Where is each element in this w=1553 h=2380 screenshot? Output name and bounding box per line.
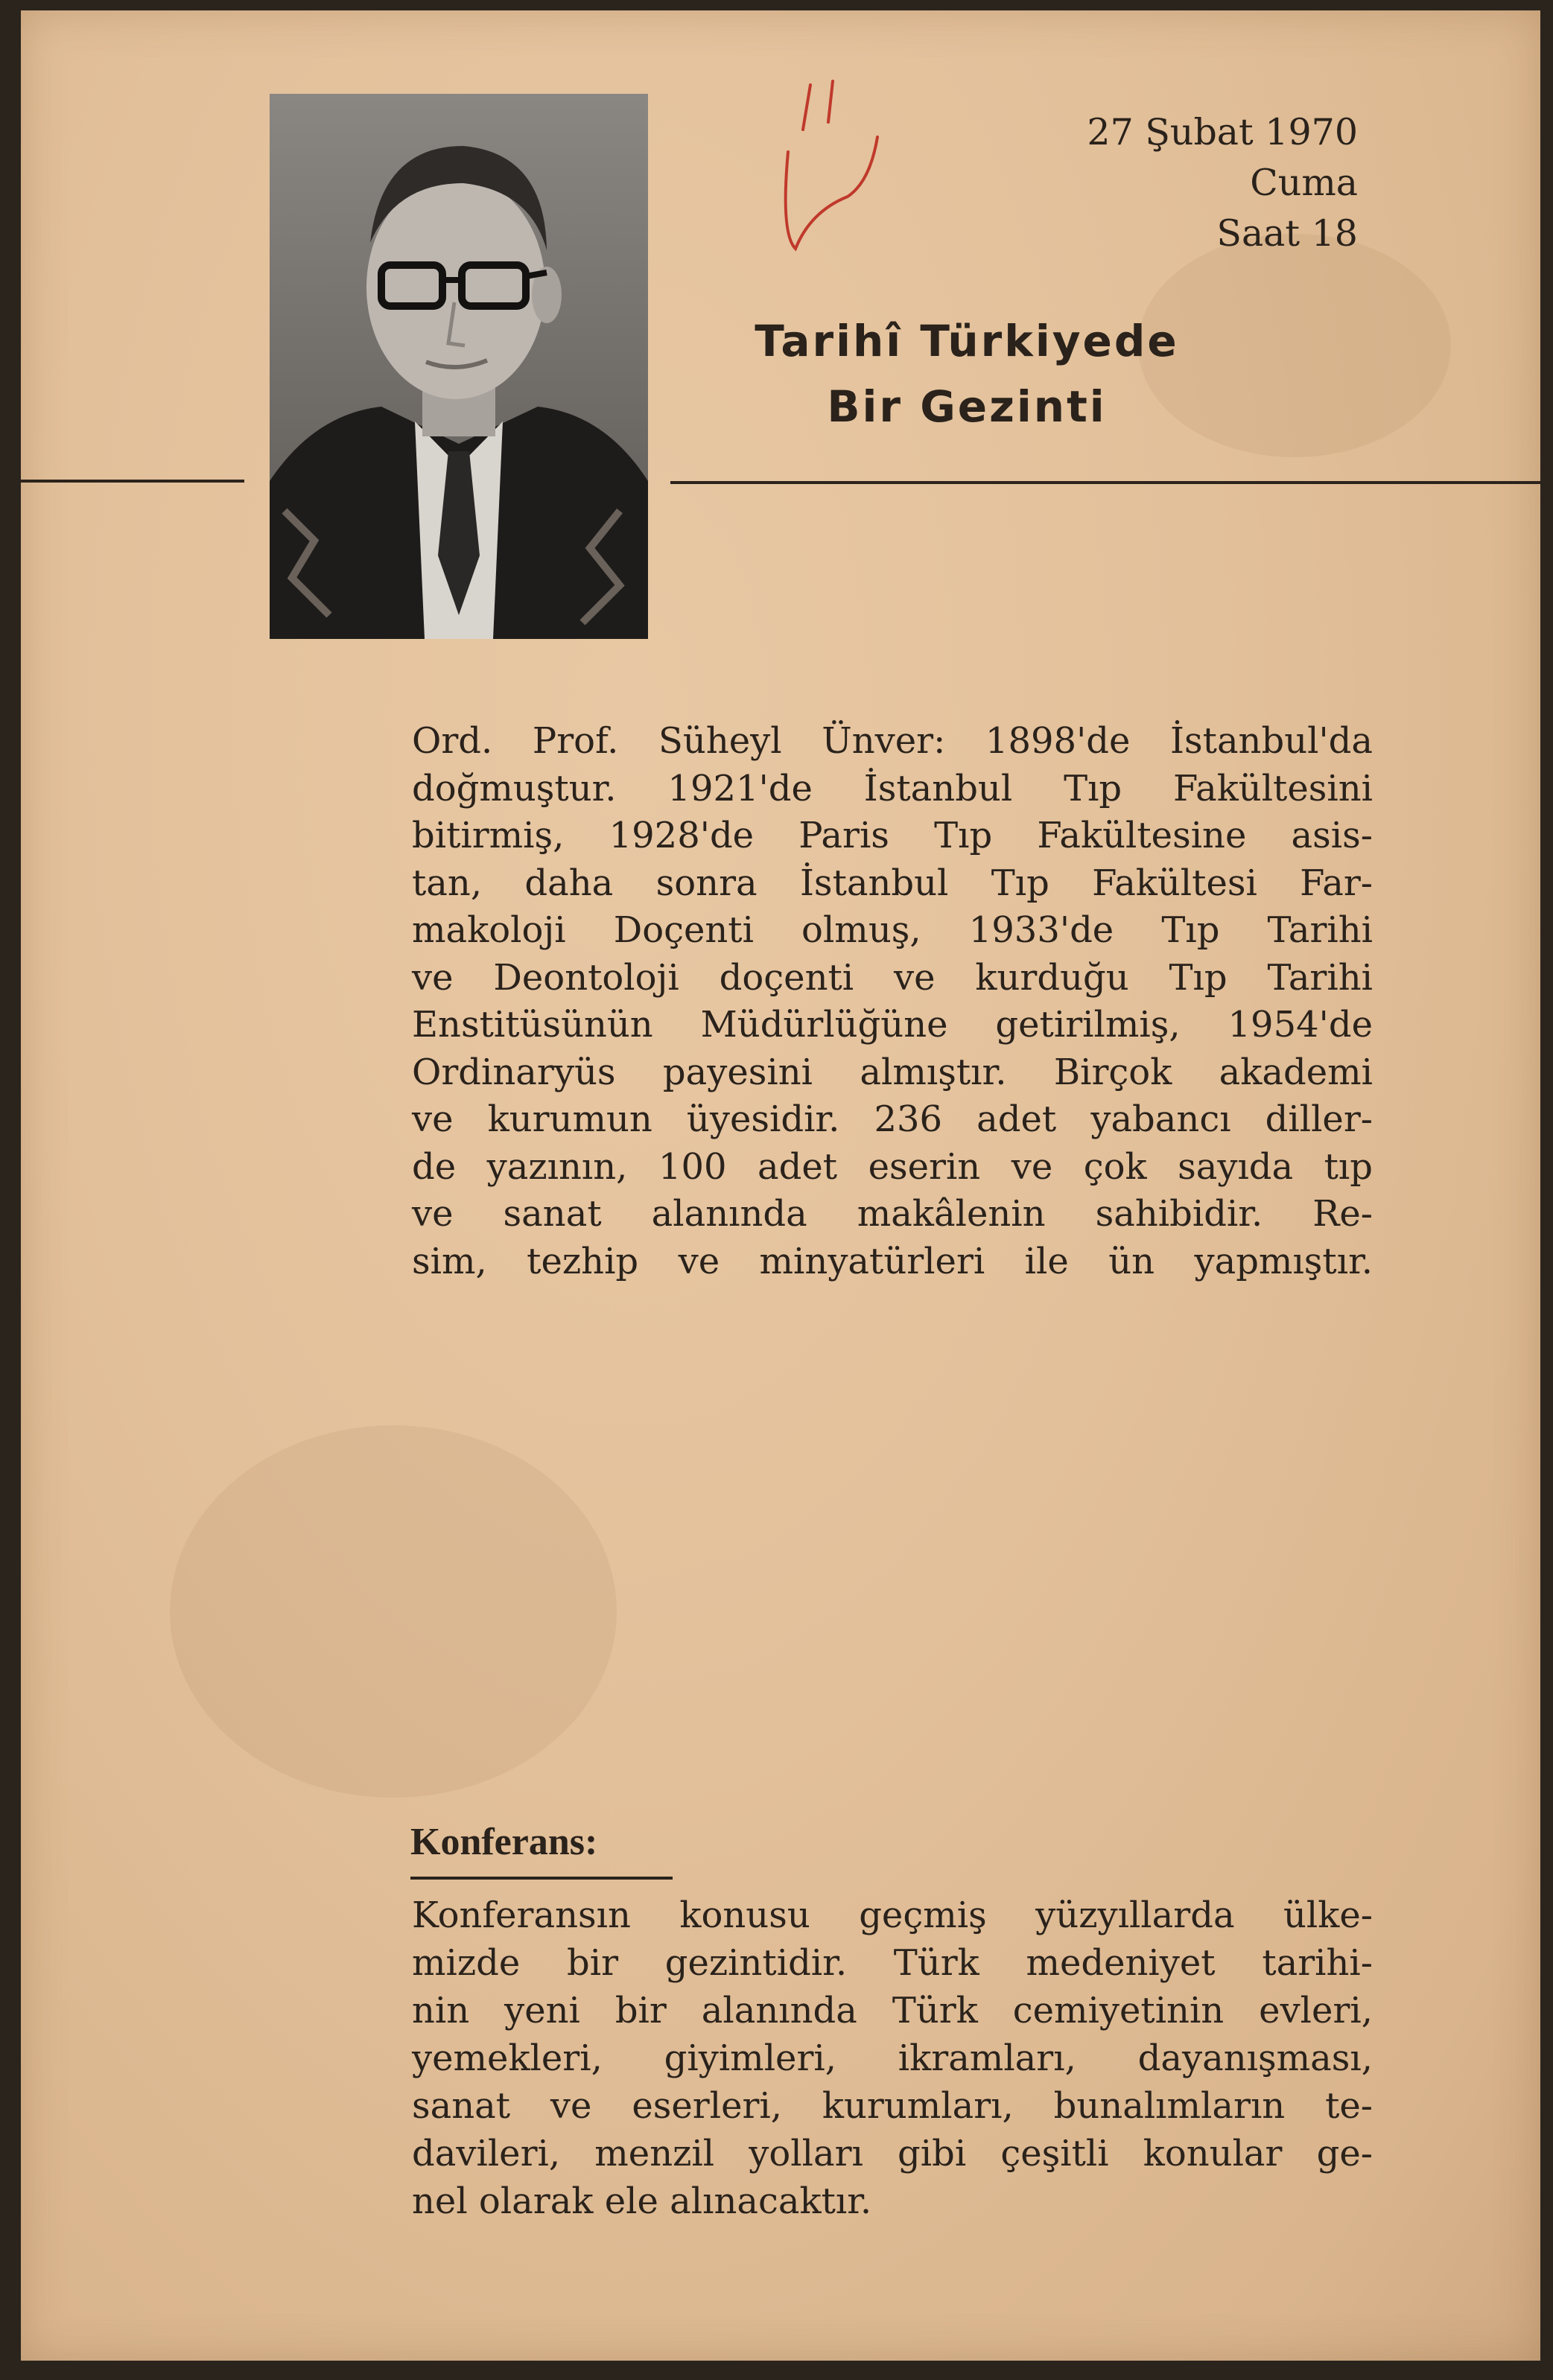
conference-line: nel olarak ele alınacaktır. <box>412 2180 872 2222</box>
conference-heading: Konferans: <box>410 1821 598 1863</box>
conference-line: nin yeni bir alanında Türk cemiyetinin evleri, <box>412 1990 1373 2031</box>
biography-line: tan, daha sonra İstanbul Tıp Fakültesi Far- <box>412 862 1373 904</box>
event-date: 27 Şubat 1970 <box>1087 111 1358 153</box>
conference-line: sanat ve eserleri, kurumları, bunalımların te- <box>412 2085 1373 2127</box>
biography-line: ve Deontoloji doçenti ve kurduğu Tıp Tarihi <box>412 956 1373 999</box>
portrait-photo <box>270 94 648 639</box>
series-title-line1: Tarihî Türkiyede <box>755 316 1179 366</box>
conference-line: yemekleri, giyimleri, ikramları, dayanışması, <box>412 2037 1373 2079</box>
biography-line: Ordinaryüs payesini almıştır. Birçok akademi <box>412 1051 1373 1093</box>
paper-stain <box>170 1425 617 1798</box>
conference-heading-underline <box>410 1877 673 1880</box>
biography-line: bitirmiş, 1928'de Paris Tıp Fakültesine asis- <box>412 815 1373 856</box>
event-time: Saat 18 <box>1216 212 1358 255</box>
biography-line: ve sanat alanında makâlenin sahibidir. Re- <box>412 1193 1373 1235</box>
biography-line: makoloji Doçenti olmuş, 1933'de Tıp Tarihi <box>412 909 1373 951</box>
conference-line: mizde bir gezintidir. Türk medeniyet tarihi- <box>412 1942 1373 1984</box>
event-date-block <box>1087 107 1358 259</box>
divider-rule-right <box>670 481 1540 484</box>
document-page <box>21 10 1540 2361</box>
biography-line: sim, tezhip ve minyatürleri ile ün yapmıştır. <box>412 1240 1373 1282</box>
series-title <box>736 308 1198 439</box>
biography-line: Enstitüsünün Müdürlüğüne getirilmiş, 1954'de <box>412 1004 1373 1046</box>
series-title-line2: Bir Gezinti <box>827 381 1107 432</box>
divider-rule-left <box>21 480 244 483</box>
conference-paragraph <box>412 1891 1373 2225</box>
handwritten-mark <box>781 63 885 275</box>
biography-line: de yazının, 100 adet eserin ve çok sayıda tıp <box>412 1145 1373 1188</box>
biography-line: doğmuştur. 1921'de İstanbul Tıp Fakültesini <box>412 767 1373 809</box>
biography-paragraph <box>412 718 1373 1285</box>
biography-line: ve kurumun üyesidir. 236 adet yabancı diller- <box>412 1098 1373 1140</box>
conference-line: davileri, menzil yolları gibi çeşitli konular ge- <box>412 2133 1373 2174</box>
event-day: Cuma <box>1250 162 1358 204</box>
conference-line: Konferansın konusu geçmiş yüzyıllarda ülke- <box>412 1894 1373 1936</box>
biography-line: Ord. Prof. Süheyl Ünver: 1898'de İstanbul'da <box>412 720 1373 762</box>
